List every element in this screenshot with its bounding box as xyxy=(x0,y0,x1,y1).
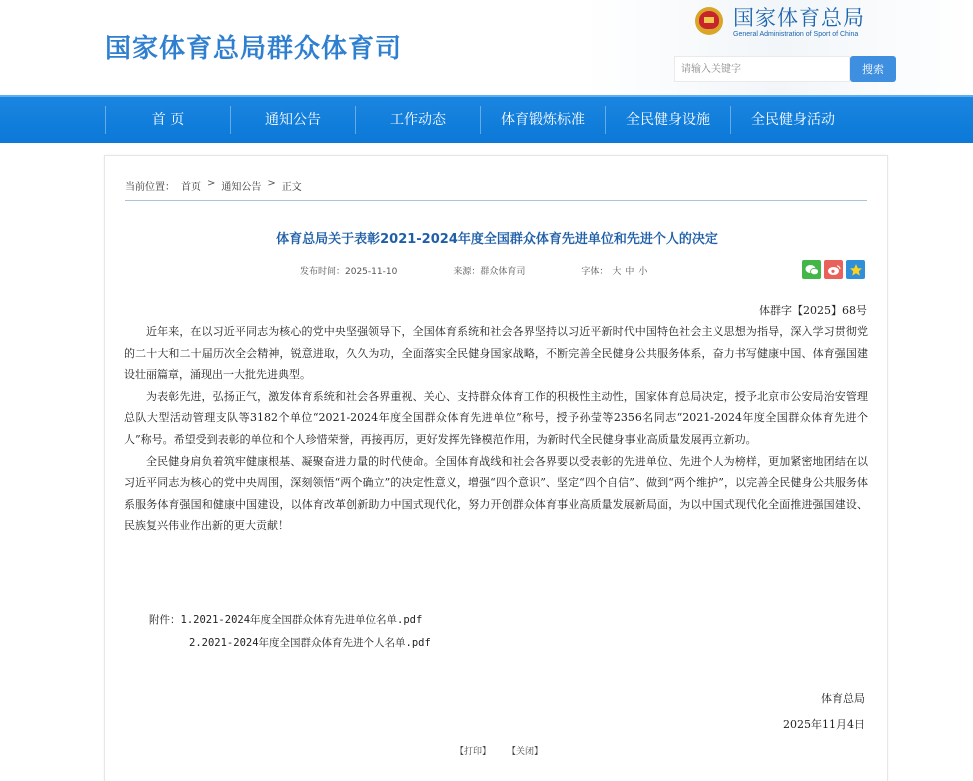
attachments-label: 附件： xyxy=(149,614,181,626)
article-title: 体育总局关于表彰2021-2024年度全国群众体育先进单位和先进个人的决定 xyxy=(276,232,718,247)
breadcrumb xyxy=(125,178,302,193)
breadcrumb-label: 当前位置： xyxy=(125,182,175,193)
document-number: 体群字【2025】68号 xyxy=(759,304,867,317)
attachment-link-units[interactable]: 1.2021-2024年度全国群众体育先进单位名单.pdf xyxy=(180,614,423,626)
search-button[interactable]: 搜索 xyxy=(850,56,896,82)
breadcrumb-notices[interactable]: 通知公告 xyxy=(221,182,262,193)
search-input[interactable] xyxy=(674,56,850,82)
breadcrumb-home[interactable]: 首页 xyxy=(181,182,201,193)
print-button[interactable]: 【打印】 xyxy=(455,747,492,757)
search-bar xyxy=(674,56,896,82)
article-card xyxy=(104,155,888,781)
article-meta xyxy=(300,264,707,277)
breadcrumb-separator: > xyxy=(207,178,216,189)
article-paragraph: 近年来，在以习近平同志为核心的党中央坚强领导下，全国体育系统和社会各界坚持以习近平新时代中国特色社会主义思想为指导，深入学习贯彻党的二十大和二十届历次全会精神，锐意进取，久久为功，全面落实全民健身国家战略，不断完善全民健身公共服务体系，奋力书写健康中国、体育强国建设壮丽篇章，涌现出一大批先进典型。 xyxy=(124,325,868,382)
main-nav xyxy=(0,95,973,143)
national-emblem-icon xyxy=(695,7,723,37)
font-size-medium[interactable]: 中 xyxy=(625,267,635,277)
issue-date: 2025年11月4日 xyxy=(783,718,865,731)
nav-item-home[interactable]: 首 页 xyxy=(151,112,185,128)
breadcrumb-divider xyxy=(125,200,867,201)
site-title[interactable]: 国家体育总局群众体育司 xyxy=(105,34,403,64)
font-size-small[interactable]: 小 xyxy=(638,267,648,277)
brand-name-cn: 国家体育总局 xyxy=(733,6,865,30)
brand-name-en: General Administration of Sport of China xyxy=(733,31,859,38)
nav-item-exercise-standards[interactable]: 体育锻炼标准 xyxy=(501,112,585,128)
breadcrumb-separator: > xyxy=(267,178,276,189)
issuer: 体育总局 xyxy=(821,692,865,705)
wechat-icon[interactable] xyxy=(802,260,821,279)
site-header xyxy=(0,0,973,95)
article-source: 来源：群众体育司 xyxy=(453,267,526,277)
font-size-large[interactable]: 大 xyxy=(612,267,622,277)
nav-item-fitness-activities[interactable]: 全民健身活动 xyxy=(751,112,835,128)
article-paragraph: 全民健身肩负着筑牢健康根基、凝聚奋进力量的时代使命。全国体育战线和社会各界要以受表彰的先进单位、先进个人为榜样，更加紧密地团结在以习近平同志为核心的党中央周围，深刻领悟“两个确立”的决定性意义，增强“四个意识”、坚定“四个自信”、做到“两个维护”，以完善全民健身公共服务体系服务体育强国和健康中国建设，以体育改革创新助力中国式现代化，努力开创群众体育事业高质量发展新局面，为以中国式现代化全面推进强国建设、民族复兴伟业作出新的更大贡献！ xyxy=(124,454,868,533)
close-button[interactable]: 【关闭】 xyxy=(507,747,544,757)
nav-item-notices[interactable]: 通知公告 xyxy=(265,112,321,128)
font-size-label: 字体： xyxy=(581,267,609,277)
brand-logo[interactable] xyxy=(695,6,865,38)
signature-block xyxy=(783,686,865,738)
nav-item-fitness-facilities[interactable]: 全民健身设施 xyxy=(626,112,710,128)
nav-item-work-news[interactable]: 工作动态 xyxy=(390,112,446,128)
share-buttons xyxy=(802,260,865,279)
breadcrumb-current: 正文 xyxy=(281,182,302,193)
qzone-icon[interactable] xyxy=(846,260,865,279)
article-body xyxy=(124,321,868,537)
weibo-icon[interactable] xyxy=(824,260,843,279)
attachments xyxy=(149,609,431,655)
publish-time: 发布时间：2025-11-10 xyxy=(300,267,398,277)
attachment-link-individuals[interactable]: 2.2021-2024年度全国群众体育先进个人名单.pdf xyxy=(189,637,431,649)
article-actions xyxy=(455,744,543,757)
article-paragraph: 为表彰先进，弘扬正气，激发体育系统和社会各界重视、关心、支持群众体育工作的积极性主动性，国家体育总局决定，授予北京市公安局治安管理总队大型活动管理支队等3182个单位“2021-2024年度全国群众体育先进单位”称号，授予孙莹等2356名同志“2021-2024年度全国群众体育先进个人”称号。希望受到表彰的单位和个人珍惜荣誉，再接再厉，更好发挥先锋模范作用，为新时代全民健身事业高质量发展再立新功。 xyxy=(124,389,868,446)
font-size-control xyxy=(581,264,651,277)
